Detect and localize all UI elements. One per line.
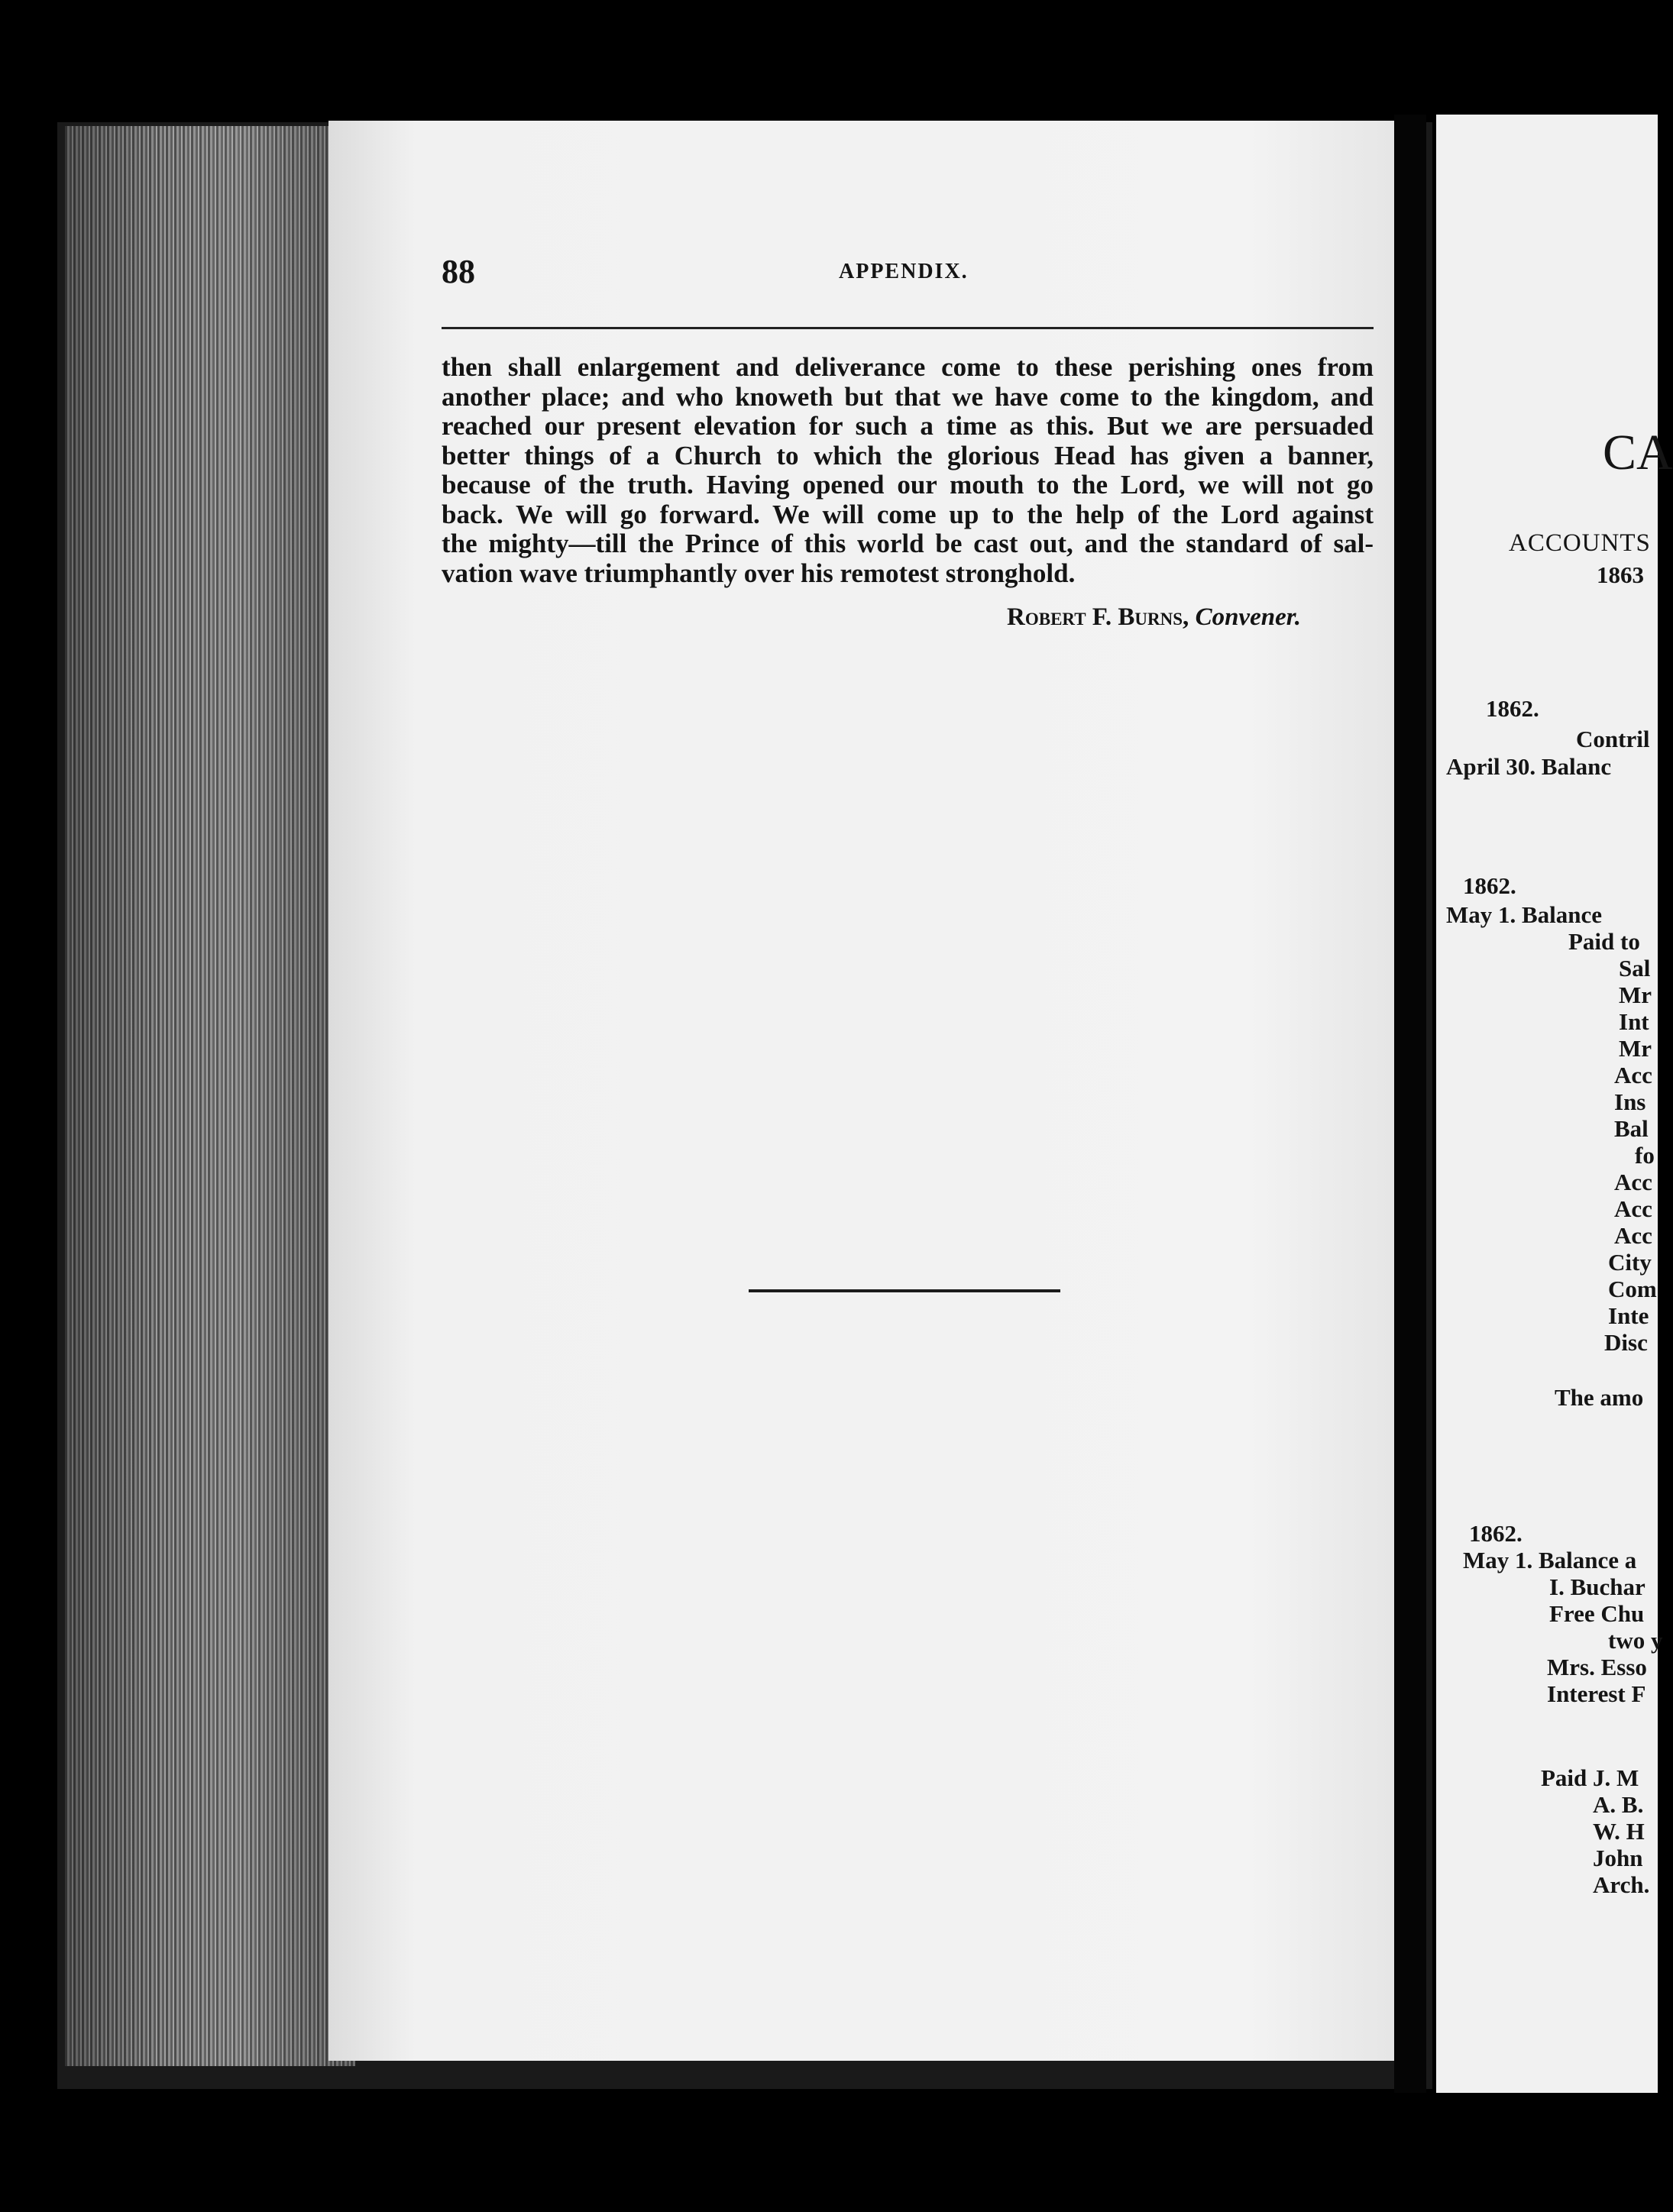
account-line: I. Buchar [1549,1573,1645,1600]
account-line: Acc [1614,1195,1652,1222]
account-line: Acc [1614,1222,1652,1249]
account-line: W. H [1593,1818,1645,1845]
body-paragraph [442,353,1374,588]
account-line: Paid J. M [1541,1764,1639,1791]
account-line: Arch. [1593,1871,1650,1898]
account-line: Acc [1614,1062,1652,1088]
body-line: better things of a Church to which the glorious Head has given a banner, [442,440,1374,471]
account-line: Contril [1576,726,1650,752]
account-line: Interest F [1547,1680,1646,1707]
right-page-title: CA [1603,425,1673,480]
body-line: then shall enlargement and deliverance come to these perishing ones from [442,352,1374,382]
account-line: May 1. Balance [1446,901,1603,928]
signature-name: Robert F. Burns, [1007,603,1189,631]
account-line: Ins [1614,1088,1646,1115]
signature-title: Convener. [1195,603,1301,631]
body-line: back. We will go forward. We will come up to the help of the Lord against [442,499,1374,529]
account-line: Com [1608,1276,1657,1302]
signature [1007,603,1301,632]
account-note: The amo [1555,1384,1644,1411]
account-line: fo [1635,1142,1655,1169]
account-line: John [1593,1845,1643,1871]
account-line: Int [1619,1008,1649,1035]
account-line: April 30. Balanc [1446,753,1612,780]
account-year: 1862. [1463,872,1516,899]
header-rule [442,327,1374,329]
body-line: vation wave triumphantly over his remotest stronghold. [442,558,1076,588]
body-line: another place; and who knoweth but that we have come to the kingdom, and [442,381,1374,412]
account-line: Paid to [1568,928,1640,955]
account-line: Mr [1619,981,1652,1008]
body-line: reached our present elevation for such a time as this. But we are persuaded [442,411,1374,441]
body-line: the mighty—till the Prince of this world be cast out, and the standard of sal- [442,529,1374,558]
account-year: 1862. [1486,695,1539,722]
right-page-year: 1863 [1597,561,1644,588]
running-head: APPENDIX. [839,260,969,283]
account-line: Inte [1608,1302,1649,1329]
account-line: Free Chu [1549,1600,1645,1627]
account-line: City [1608,1249,1652,1276]
account-line: Acc [1614,1169,1652,1195]
account-year: 1862. [1469,1520,1523,1547]
account-line: Mr [1619,1035,1652,1062]
book-gutter [1394,115,1426,2093]
account-line: A. B. [1593,1791,1644,1818]
account-line: Sal [1619,955,1651,981]
account-line: May 1. Balance a [1463,1547,1637,1573]
body-line: because of the truth. Having opened our mouth to the Lord, we will not go [442,470,1374,500]
closing-rule [749,1289,1060,1292]
account-line: Mrs. Esso [1547,1654,1647,1680]
account-line: Disc [1604,1329,1648,1356]
account-line: two y [1608,1627,1663,1654]
page-number: 88 [442,253,475,290]
right-page-subtitle: ACCOUNTS [1509,529,1651,557]
account-line: Bal [1614,1115,1649,1142]
page-edges-shading [65,126,355,2066]
